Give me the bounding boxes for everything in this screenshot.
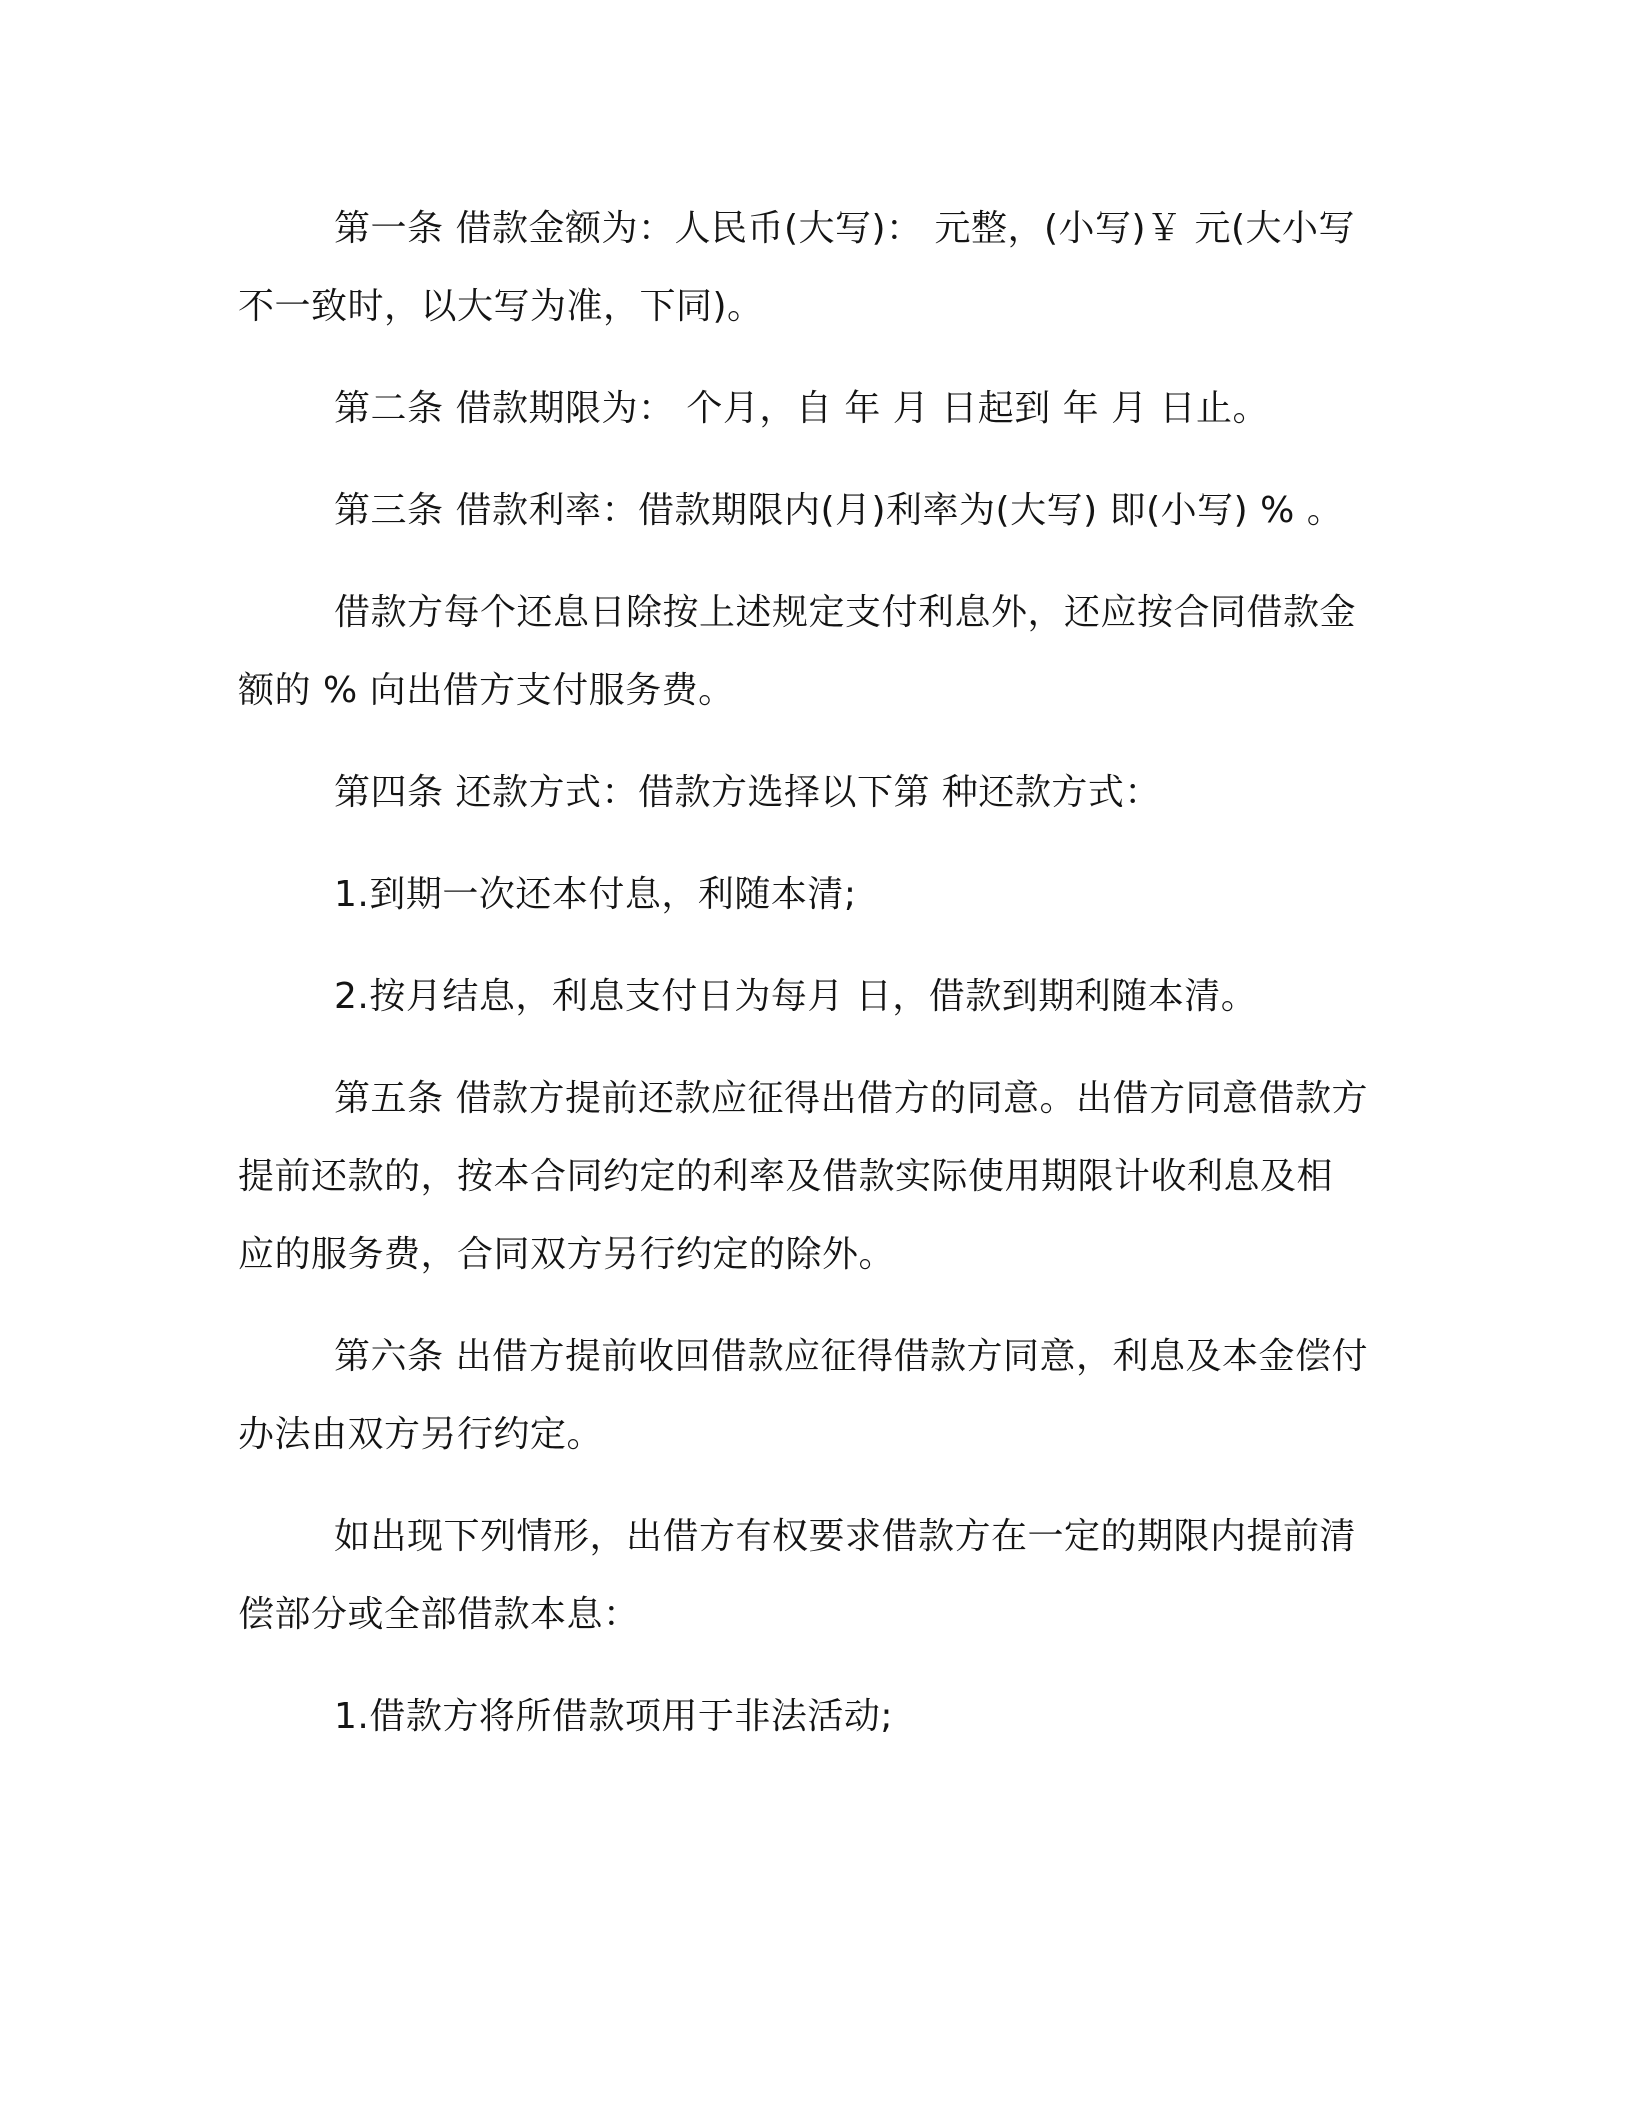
text-line: 额的 % 向出借方支付服务费。	[238, 670, 735, 711]
text-line: 如出现下列情形，出借方有权要求借款方在一定的期限内提前清	[334, 1516, 1357, 1557]
text-line: 不一致时，以大写为准，下同)。	[238, 286, 764, 327]
text-line: 1.借款方将所借款项用于非法活动;	[334, 1696, 893, 1737]
article-5-early-repayment	[238, 1060, 1388, 1294]
text-line: 1.到期一次还本付息，利随本清;	[334, 874, 857, 915]
text-line: 第五条 借款方提前还款应征得出借方的同意。出借方同意借款方	[334, 1078, 1368, 1119]
text-line: 借款方每个还息日除按上述规定支付利息外，还应按合同借款金	[334, 592, 1357, 633]
article-6-early-recall	[238, 1318, 1388, 1474]
text-line: 第三条 借款利率：借款期限内(月)利率为(大写) 即(小写) % 。	[334, 490, 1344, 531]
article-1-loan-amount	[238, 190, 1388, 346]
repayment-option-1	[238, 856, 1388, 934]
article-2-loan-term	[238, 370, 1388, 448]
document-body	[238, 190, 1388, 1756]
text-line: 办法由双方另行约定。	[238, 1414, 604, 1455]
text-line: 第一条 借款金额为：人民币(大写)： 元整，(小写)￥ 元(大小写	[334, 208, 1356, 249]
text-line: 应的服务费，合同双方另行约定的除外。	[238, 1234, 896, 1275]
article-3-interest-rate	[238, 472, 1388, 550]
text-line: 提前还款的，按本合同约定的利率及借款实际使用期限计收利息及相	[238, 1156, 1334, 1197]
text-line: 第六条 出借方提前收回借款应征得借款方同意，利息及本金偿付	[334, 1336, 1368, 1377]
text-line: 第二条 借款期限为： 个月，自 年 月 日起到 年 月 日止。	[334, 388, 1270, 429]
service-fee-clause	[238, 574, 1388, 730]
text-line: 第四条 还款方式：借款方选择以下第 种还款方式：	[334, 772, 1161, 813]
early-settlement-conditions	[238, 1498, 1388, 1654]
repayment-option-2	[238, 958, 1388, 1036]
condition-1-illegal-use	[238, 1678, 1388, 1756]
article-4-repayment-method	[238, 754, 1388, 832]
text-line: 2.按月结息，利息支付日为每月 日，借款到期利随本清。	[334, 976, 1258, 1017]
text-line: 偿部分或全部借款本息：	[238, 1594, 640, 1635]
